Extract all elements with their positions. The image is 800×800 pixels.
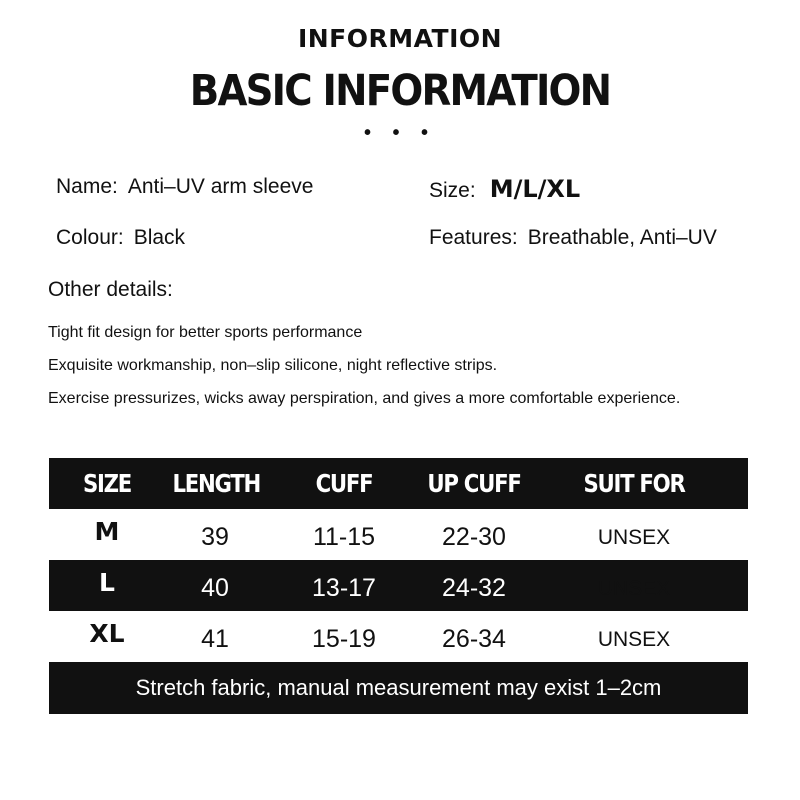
table-row xyxy=(49,509,748,560)
header-up-cuff: UP CUFF xyxy=(427,469,521,498)
table-row xyxy=(49,611,748,662)
page-title: BASIC INFORMATION xyxy=(189,66,611,116)
length-cell: 40 xyxy=(201,574,229,602)
size-cell: L xyxy=(99,568,115,597)
size-cell: M xyxy=(94,517,120,546)
colour-value: Black xyxy=(133,226,186,249)
cuff-cell: 11-15 xyxy=(312,523,376,551)
table-header-row xyxy=(49,458,748,509)
size-cell: XL xyxy=(89,619,125,648)
length-cell: 41 xyxy=(201,625,229,653)
detail-line: Tight fit design for better sports performance xyxy=(48,324,363,341)
up-cuff-cell: 22-30 xyxy=(442,523,506,551)
suit-for-cell: UNSEX xyxy=(597,526,671,549)
header-size: SIZE xyxy=(82,469,132,498)
name-field xyxy=(56,175,313,199)
size-field xyxy=(429,175,580,203)
table-row xyxy=(49,560,748,611)
other-details-title: Other details: xyxy=(48,278,173,301)
header-suit-for: SUIT FOR xyxy=(583,469,685,498)
header-cuff: CUFF xyxy=(315,469,373,498)
name-label: Name: xyxy=(56,175,118,198)
colour-field xyxy=(56,226,185,250)
info-subtitle: INFORMATION xyxy=(297,24,503,53)
features-value: Breathable, Anti–UV xyxy=(527,226,717,249)
detail-line: Exercise pressurizes, wicks away perspiration, and gives a more comfortable experience. xyxy=(48,390,681,407)
size-table xyxy=(49,458,748,714)
features-field xyxy=(429,226,717,250)
features-label: Features: xyxy=(429,226,518,249)
size-label: Size: xyxy=(429,179,476,202)
detail-line: Exquisite workmanship, non–slip silicone, night reflective strips. xyxy=(48,357,498,374)
up-cuff-cell: 24-32 xyxy=(442,574,506,602)
header-length: LENGTH xyxy=(172,469,261,498)
table-footer-note: Stretch fabric, manual measurement may exist 1–2cm xyxy=(49,662,748,714)
size-value: M/L/XL xyxy=(489,175,581,203)
length-cell: 39 xyxy=(201,523,229,551)
suit-for-cell: UNSEX xyxy=(597,628,671,651)
up-cuff-cell: 26-34 xyxy=(442,625,506,653)
decorative-dots: • • • xyxy=(363,122,437,144)
cuff-cell: 15-19 xyxy=(312,625,376,653)
name-value: Anti–UV arm sleeve xyxy=(127,175,314,198)
colour-label: Colour: xyxy=(56,226,124,249)
cuff-cell: 13-17 xyxy=(312,574,376,602)
suit-for-cell: UNSEX xyxy=(597,577,671,600)
